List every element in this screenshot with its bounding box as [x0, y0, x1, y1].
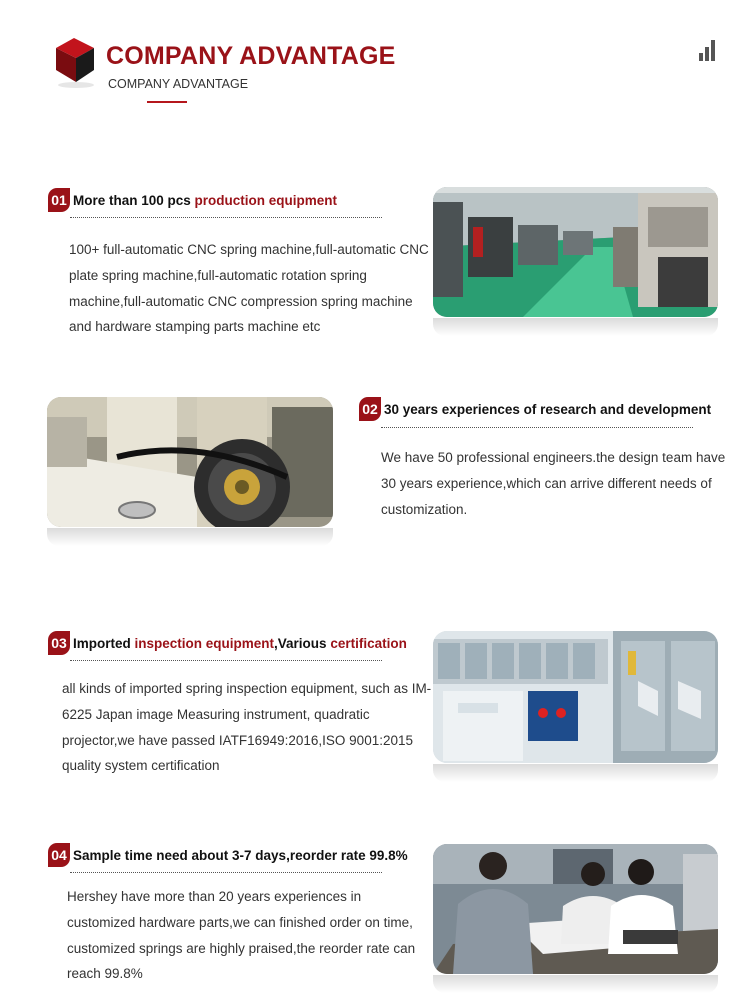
factory-floor-photo — [433, 187, 718, 317]
photo-reflection — [433, 318, 718, 336]
section-04-heading — [48, 843, 408, 867]
photo-reflection — [433, 764, 718, 782]
photo-reflection — [433, 975, 718, 993]
inspection-equipment-photo — [433, 631, 718, 763]
section-number-badge: 04 — [48, 843, 70, 867]
signal-bars-icon — [699, 37, 719, 61]
cube-icon — [52, 34, 98, 90]
page-title: COMPANY ADVANTAGE — [106, 42, 396, 70]
section-03-heading — [48, 631, 407, 655]
section-divider — [70, 660, 382, 661]
coil-machine-photo — [47, 397, 333, 527]
engineers-meeting-photo — [433, 844, 718, 974]
section-02-text: We have 50 professional engineers.the design team have 30 years experience,which can arrive different needs of customization. — [381, 450, 726, 517]
page-subtitle: COMPANY ADVANTAGE — [108, 77, 249, 91]
section-02-heading — [359, 397, 711, 421]
section-title: More than 100 pcs production equipment — [73, 192, 338, 208]
section-title: Imported inspection equipment,Various certification — [73, 635, 407, 651]
section-divider — [381, 427, 693, 428]
section-number-badge: 03 — [48, 631, 70, 655]
section-04-text: Hershey have more than 20 years experiences in customized hardware parts,we can finished order on time, customized springs are highly praised,the reorder rate can reach 99.8% — [67, 889, 416, 982]
photo-reflection — [47, 528, 333, 546]
section-number-badge: 01 — [48, 188, 70, 212]
section-divider — [70, 217, 382, 218]
section-title: 30 years experiences of research and development — [384, 401, 712, 417]
section-01-heading — [48, 188, 337, 212]
header-underline — [147, 101, 187, 103]
section-divider — [70, 872, 382, 873]
section-03-text: all kinds of imported spring inspection equipment, such as IM-6225 Japan image Measuring instrument, quadratic projector,we have passed IATF16949:2016,ISO 9001:2015 quality system certification — [62, 681, 432, 774]
section-01-text: 100+ full-automatic CNC spring machine,full-automatic CNC plate spring machine,full-automatic rotation spring machine,full-automatic CNC compression spring machine and hardware stamping parts machine etc — [69, 242, 429, 335]
section-number-badge: 02 — [359, 397, 381, 421]
section-title: Sample time need about 3-7 days,reorder rate 99.8% — [73, 847, 408, 863]
